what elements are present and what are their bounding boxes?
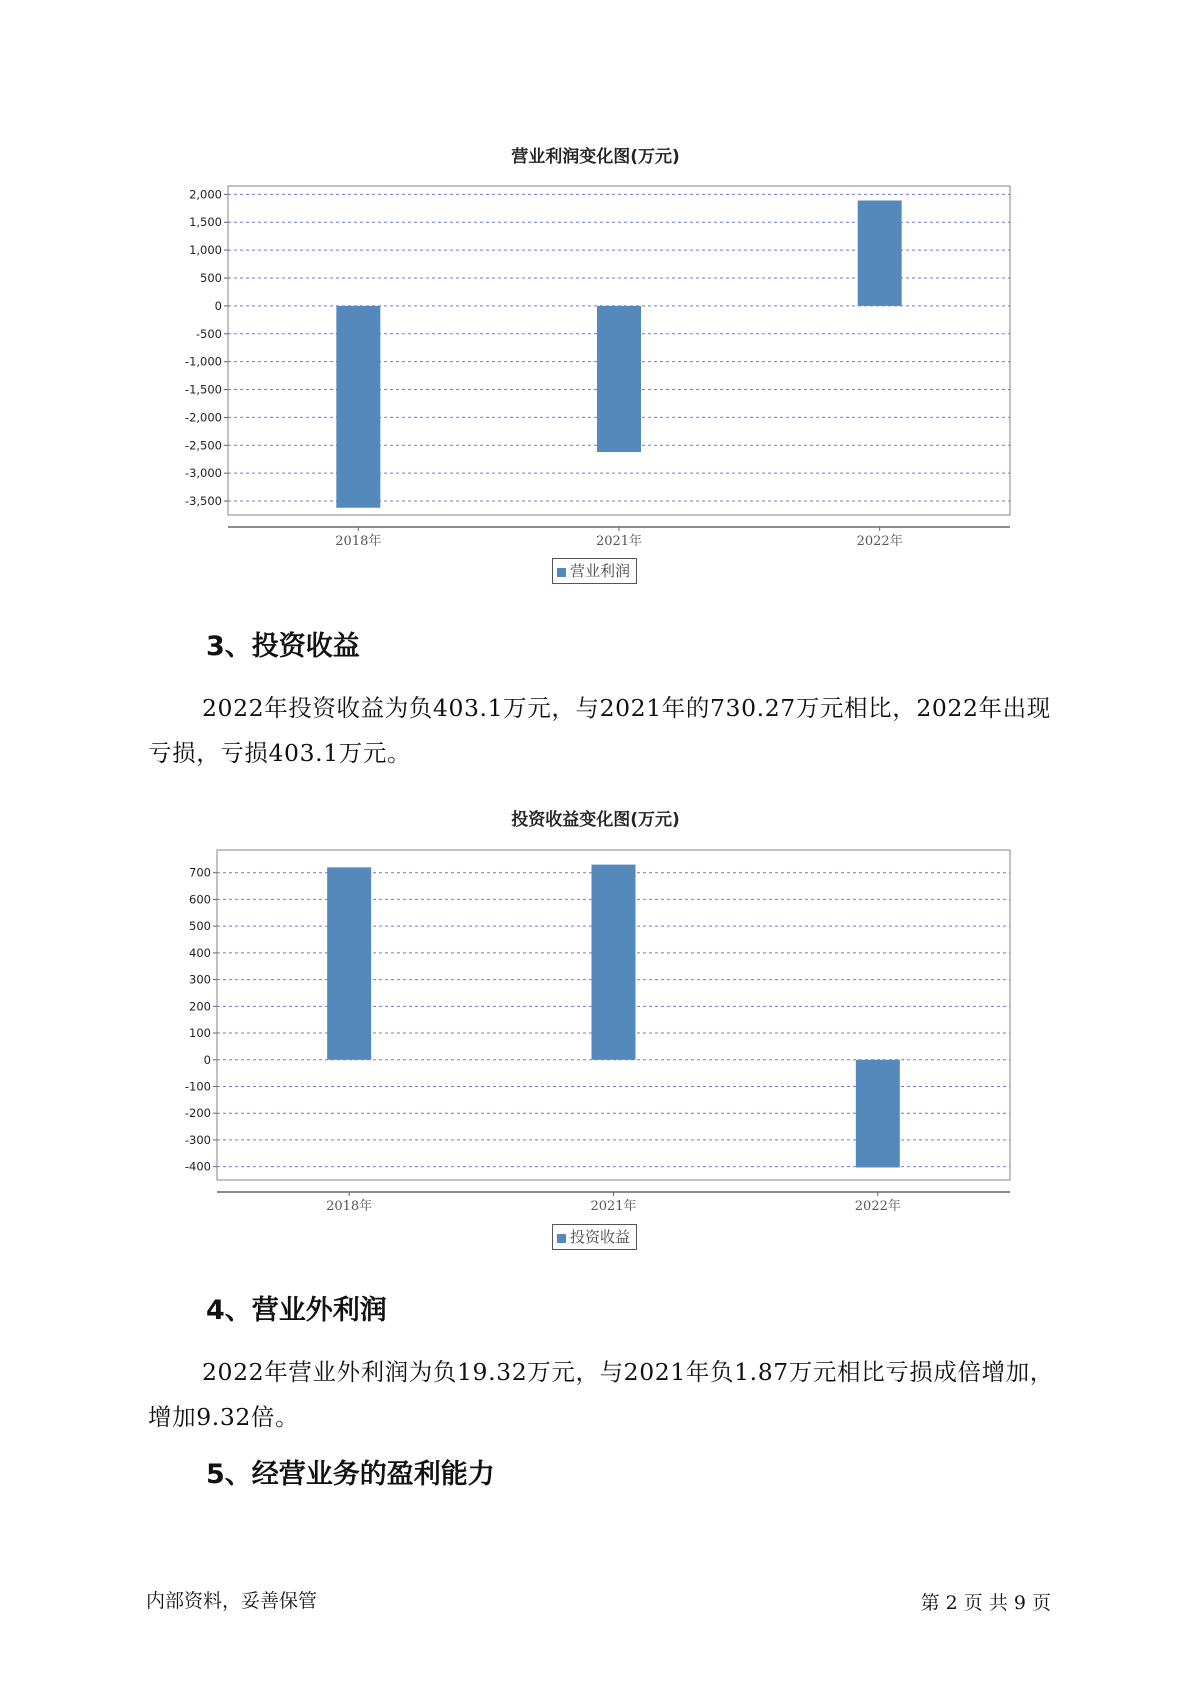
footer-confidential-note: 内部资料，妥善保管 — [146, 1590, 318, 1612]
y-tick-label: -200 — [184, 1106, 211, 1121]
x-tick-label: 2022年 — [854, 1199, 901, 1214]
bar-2021年 — [592, 865, 636, 1060]
bar-2022年 — [856, 1060, 900, 1168]
x-tick-label: 2021年 — [595, 534, 643, 549]
y-tick-label: -400 — [184, 1159, 211, 1174]
y-tick-label: -2,500 — [184, 438, 222, 453]
chart1-title: 营业利润变化图(万元) — [511, 147, 680, 167]
y-tick-label: -3,500 — [184, 494, 222, 509]
y-tick-label: 1,000 — [189, 243, 222, 258]
y-tick-label: 0 — [214, 298, 222, 313]
y-tick-label: -2,000 — [184, 410, 222, 425]
y-tick-label: 200 — [189, 999, 211, 1014]
chart1-legend-label: 营业利润 — [570, 562, 631, 580]
x-tick-label: 2021年 — [590, 1199, 637, 1214]
y-tick-label: 1,500 — [189, 215, 222, 230]
y-tick-label: 300 — [189, 972, 211, 987]
section4-paragraph: 2022年营业外利润为负19.32万元，与2021年负1.87万元相比亏损成倍增加，增加9.32倍。 — [148, 1358, 1054, 1431]
y-tick-label: 400 — [189, 945, 211, 960]
y-tick-label: -1,000 — [184, 354, 222, 369]
x-tick-label: 2018年 — [335, 534, 382, 549]
bar-2018年 — [327, 867, 371, 1059]
x-tick-label: 2022年 — [856, 534, 903, 549]
section3-heading: 3、投资收益 — [206, 631, 360, 662]
y-tick-label: -300 — [184, 1132, 211, 1147]
y-tick-label: 600 — [189, 892, 211, 907]
y-tick-label: 700 — [189, 865, 211, 880]
section3-paragraph: 2022年投资收益为负403.1万元，与2021年的730.27万元相比，2022年出现亏损，亏损403.1万元。 — [148, 694, 1051, 767]
y-tick-label: -3,000 — [184, 466, 222, 481]
legend-swatch — [557, 1234, 566, 1243]
section5-heading: 5、经营业务的盈利能力 — [206, 1459, 495, 1490]
chart2-title: 投资收益变化图(万元) — [511, 810, 680, 830]
y-tick-label: 2,000 — [189, 187, 222, 202]
y-tick-label: -100 — [184, 1079, 211, 1094]
section4-heading: 4、营业外利润 — [206, 1295, 387, 1326]
chart2-legend-label: 投资收益 — [570, 1228, 631, 1246]
y-tick-label: 500 — [200, 271, 222, 286]
y-tick-label: 0 — [203, 1052, 211, 1067]
chart2-legend — [552, 1224, 637, 1250]
y-tick-label: -500 — [195, 326, 222, 341]
y-tick-label: 100 — [189, 1026, 211, 1041]
y-tick-label: 500 — [189, 919, 211, 934]
x-tick-label: 2018年 — [326, 1199, 373, 1214]
footer-page-number: 第 2 页 共 9 页 — [920, 1592, 1051, 1614]
y-tick-label: -1,500 — [184, 382, 222, 397]
